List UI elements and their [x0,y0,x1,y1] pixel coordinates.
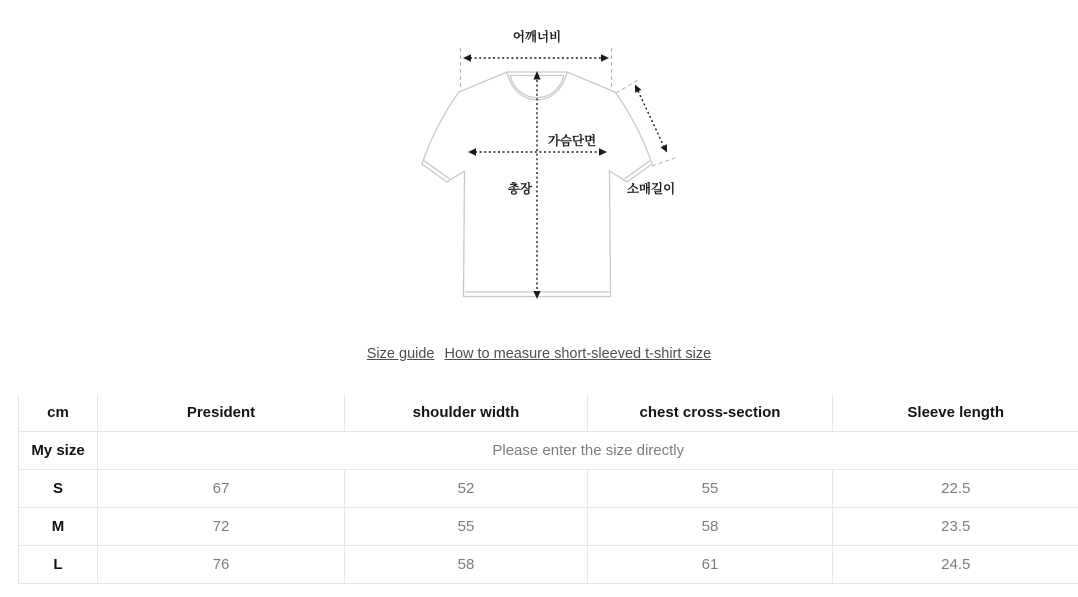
size-cell: 55 [588,470,833,508]
measure-arrows [470,58,664,289]
size-guide-link[interactable]: Size guide [366,346,435,362]
col-header-president: President [98,394,345,432]
my-size-input-prompt[interactable]: Please enter the size directly [98,432,1078,470]
size-cell: 67 [98,470,345,508]
my-size-row [19,432,1078,470]
size-cell: 61 [588,546,833,584]
how-to-measure-link[interactable]: How to measure short-sleeved t-shirt size [444,346,712,362]
total-length-label: 총장 [507,182,533,196]
arrowheads [463,54,667,299]
size-cell: 55 [345,508,588,546]
col-header-sleeve-length: Sleeve length [833,394,1078,432]
sleeve-length-label: 소매길이 [626,182,676,196]
row-label-l: L [19,546,98,584]
size-guide-links [0,346,1078,362]
size-cell: 23.5 [833,508,1078,546]
size-table [18,394,1078,584]
row-label-m: M [19,508,98,546]
col-header-shoulder-width: shoulder width [345,394,588,432]
size-table-header-row [19,394,1078,432]
tshirt-outline [422,72,652,297]
chest-label: 가슴단면 [547,134,597,148]
size-cell: 76 [98,546,345,584]
size-row-s [19,470,1078,508]
size-cell: 72 [98,508,345,546]
row-label-s: S [19,470,98,508]
tshirt-measurement-diagram [390,10,710,320]
size-cell: 24.5 [833,546,1078,584]
tshirt-diagram-svg [390,10,710,320]
size-cell: 58 [345,546,588,584]
row-label-my-size: My size [19,432,98,470]
size-cell: 52 [345,470,588,508]
measure-guide-lines [461,48,679,166]
shoulder-width-label: 어깨너비 [512,30,562,44]
col-header-cm: cm [19,394,98,432]
size-row-l [19,546,1078,584]
size-cell: 58 [588,508,833,546]
size-row-m [19,508,1078,546]
col-header-chest-cross-section: chest cross-section [588,394,833,432]
size-cell: 22.5 [833,470,1078,508]
